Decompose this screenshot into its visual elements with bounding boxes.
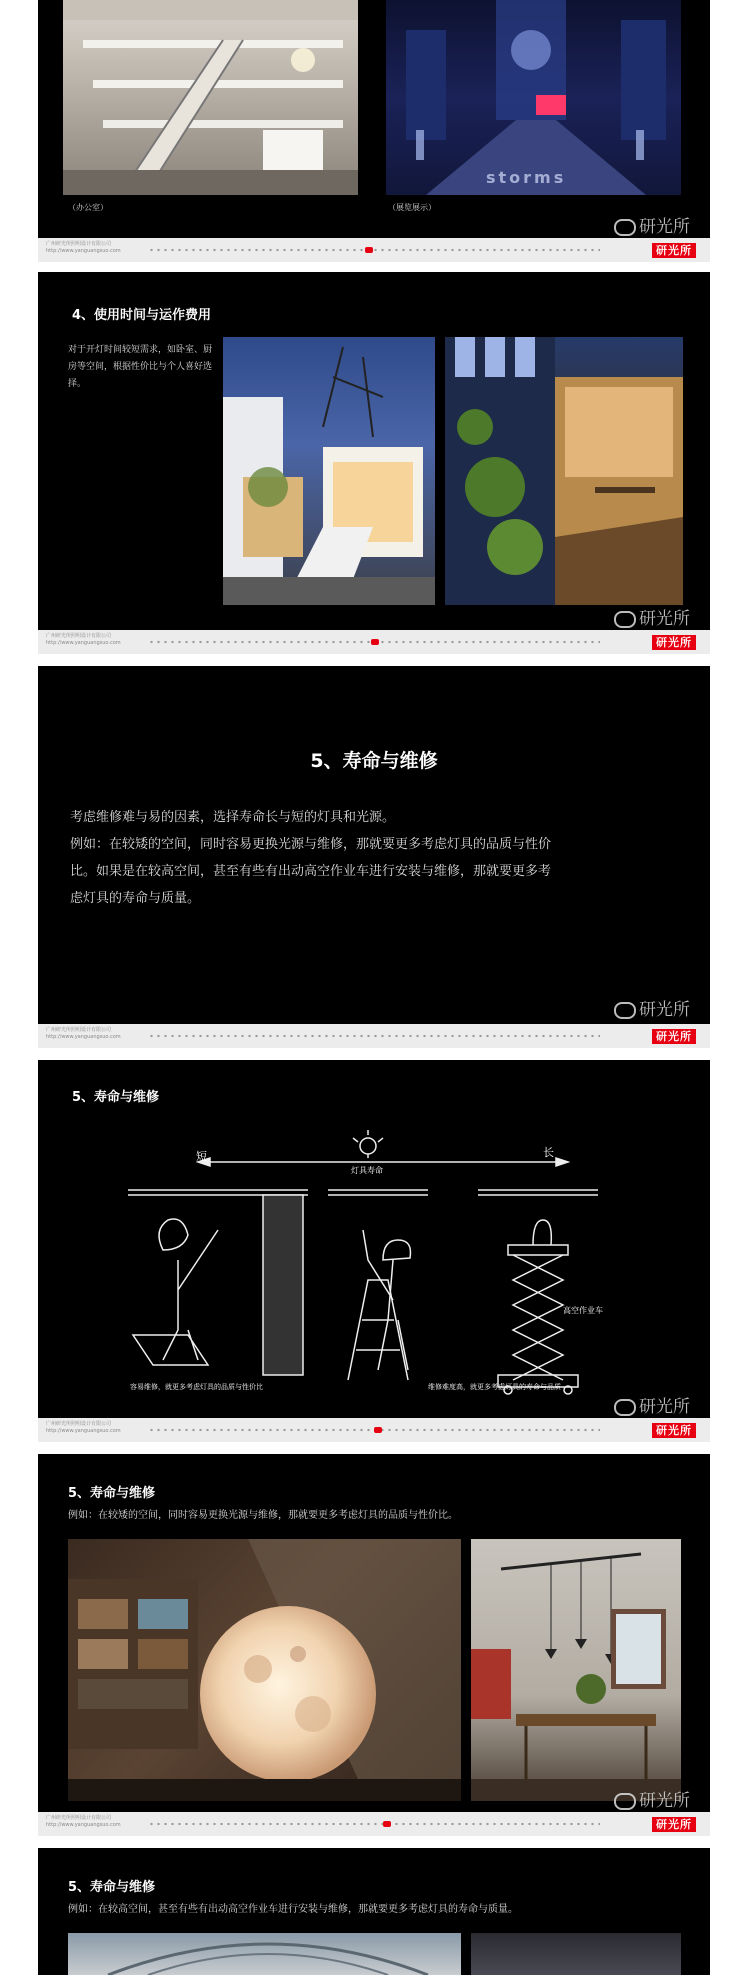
slide-title: 5、寿命与维修 [310,750,438,772]
wechat-icon [614,219,636,236]
page-dots [148,1822,600,1826]
wechat-icon [614,1002,636,1019]
footer-company: 广州研光所照明设计有限公司 http://www.yanguangsuo.com [46,1421,121,1434]
slide-low-space-example [38,1454,710,1836]
high-space-photo-right [471,1933,681,1975]
slide-footer [38,1812,710,1836]
footer-company: 广州研光所照明设计有限公司 http://www.yanguangsuo.com [46,1027,121,1040]
body-line-4: 虑灯具的寿命与质量。 [70,891,201,906]
slide-high-space-example [38,1848,710,1975]
slide-footer [38,238,710,262]
slide-title: 4、使用时间与运作费用 [72,308,212,323]
slide-title: 5、寿命与维修 [72,1090,160,1105]
slide-lifespan-diagram [38,1060,710,1442]
page-indicator [365,247,373,253]
footer-company: 广州研光所照明设计有限公司 http://www.yanguangsuo.com [46,241,121,254]
slide-title: 5、寿命与维修 [68,1486,156,1501]
body-line-2: 例如：在较矮的空间，同时容易更换光源与维修，那就要更多考虑灯具的品质与性价 [70,837,552,852]
slide-subtitle: 例如：在较高空间，甚至有些有出动高空作业车进行安装与维修，那就要更多考虑灯具的寿命与质量。 [68,1904,518,1915]
wechat-icon [614,1793,636,1810]
note-easy-maintenance: 容易维修，就更多考虑灯具的品质与性价比 [130,1383,263,1391]
slide-lifespan-text [38,666,710,1048]
slide-body [70,804,690,912]
note-hard-maintenance: 维修难度高，就更多考虑灯具的寿命与品质 [428,1383,561,1391]
brand-logo: 研光所 [652,635,696,650]
short-label: 短 [196,1150,207,1163]
slide-body: 对于开灯时间较短需求，如卧室、厨房等空间，根据性价比与个人喜好选择。 [68,345,213,389]
body-line-3: 比。如果是在较高空间，甚至有些有出动高空作业车进行安装与维修，那就要更多考 [70,864,552,879]
caption-exhibition: （展览展示） [388,203,436,212]
caption-office: （办公室） [68,203,108,212]
exhibition-hall-photo [386,0,681,195]
slide-office-exhibition [38,0,710,262]
long-label: 长 [543,1146,554,1159]
footer-company: 广州研光所照明设计有限公司 http://www.yanguangsuo.com [46,633,121,646]
exhibit-floor-text: storms [486,168,567,187]
slide-footer [38,1418,710,1442]
page-dots [148,248,600,252]
watermark: 研光所 [614,212,690,237]
office-atrium-photo [63,0,358,195]
brand-logo: 研光所 [652,243,696,258]
watermark: 研光所 [614,995,690,1020]
slide-footer [38,1024,710,1048]
footer-company: 广州研光所照明设计有限公司 http://www.yanguangsuo.com [46,1815,121,1828]
brand-logo: 研光所 [652,1423,696,1438]
body-line-1: 考虑维修难与易的因素，选择寿命长与短的灯具和光源。 [70,810,396,825]
wechat-icon [614,1399,636,1416]
watermark: 研光所 [614,1786,690,1811]
slide-subtitle: 例如：在较矮的空间，同时容易更换光源与维修，那就要更多考虑灯具的品质与性价比。 [68,1510,458,1521]
page-indicator [383,1821,391,1827]
wechat-icon [614,611,636,628]
page-indicator [374,1427,382,1433]
watermark: 研光所 [614,604,690,629]
page-dots [148,1034,600,1038]
aerial-lift-label: 高空作业车 [563,1306,603,1315]
lifespan-center-label: 灯具寿命 [351,1166,383,1175]
slide-title: 5、寿命与维修 [68,1880,156,1895]
slide-footer [38,630,710,654]
watermark: 研光所 [614,1392,690,1417]
page-indicator [371,639,379,645]
courtyard-interior-photo [445,337,683,605]
moon-lamp-photo [68,1539,461,1801]
brand-logo: 研光所 [652,1029,696,1044]
high-space-photo-left [68,1933,461,1975]
dining-room-photo [471,1539,681,1801]
house-exterior-photo [223,337,435,605]
brand-logo: 研光所 [652,1817,696,1832]
slide-usage-time [38,272,710,654]
